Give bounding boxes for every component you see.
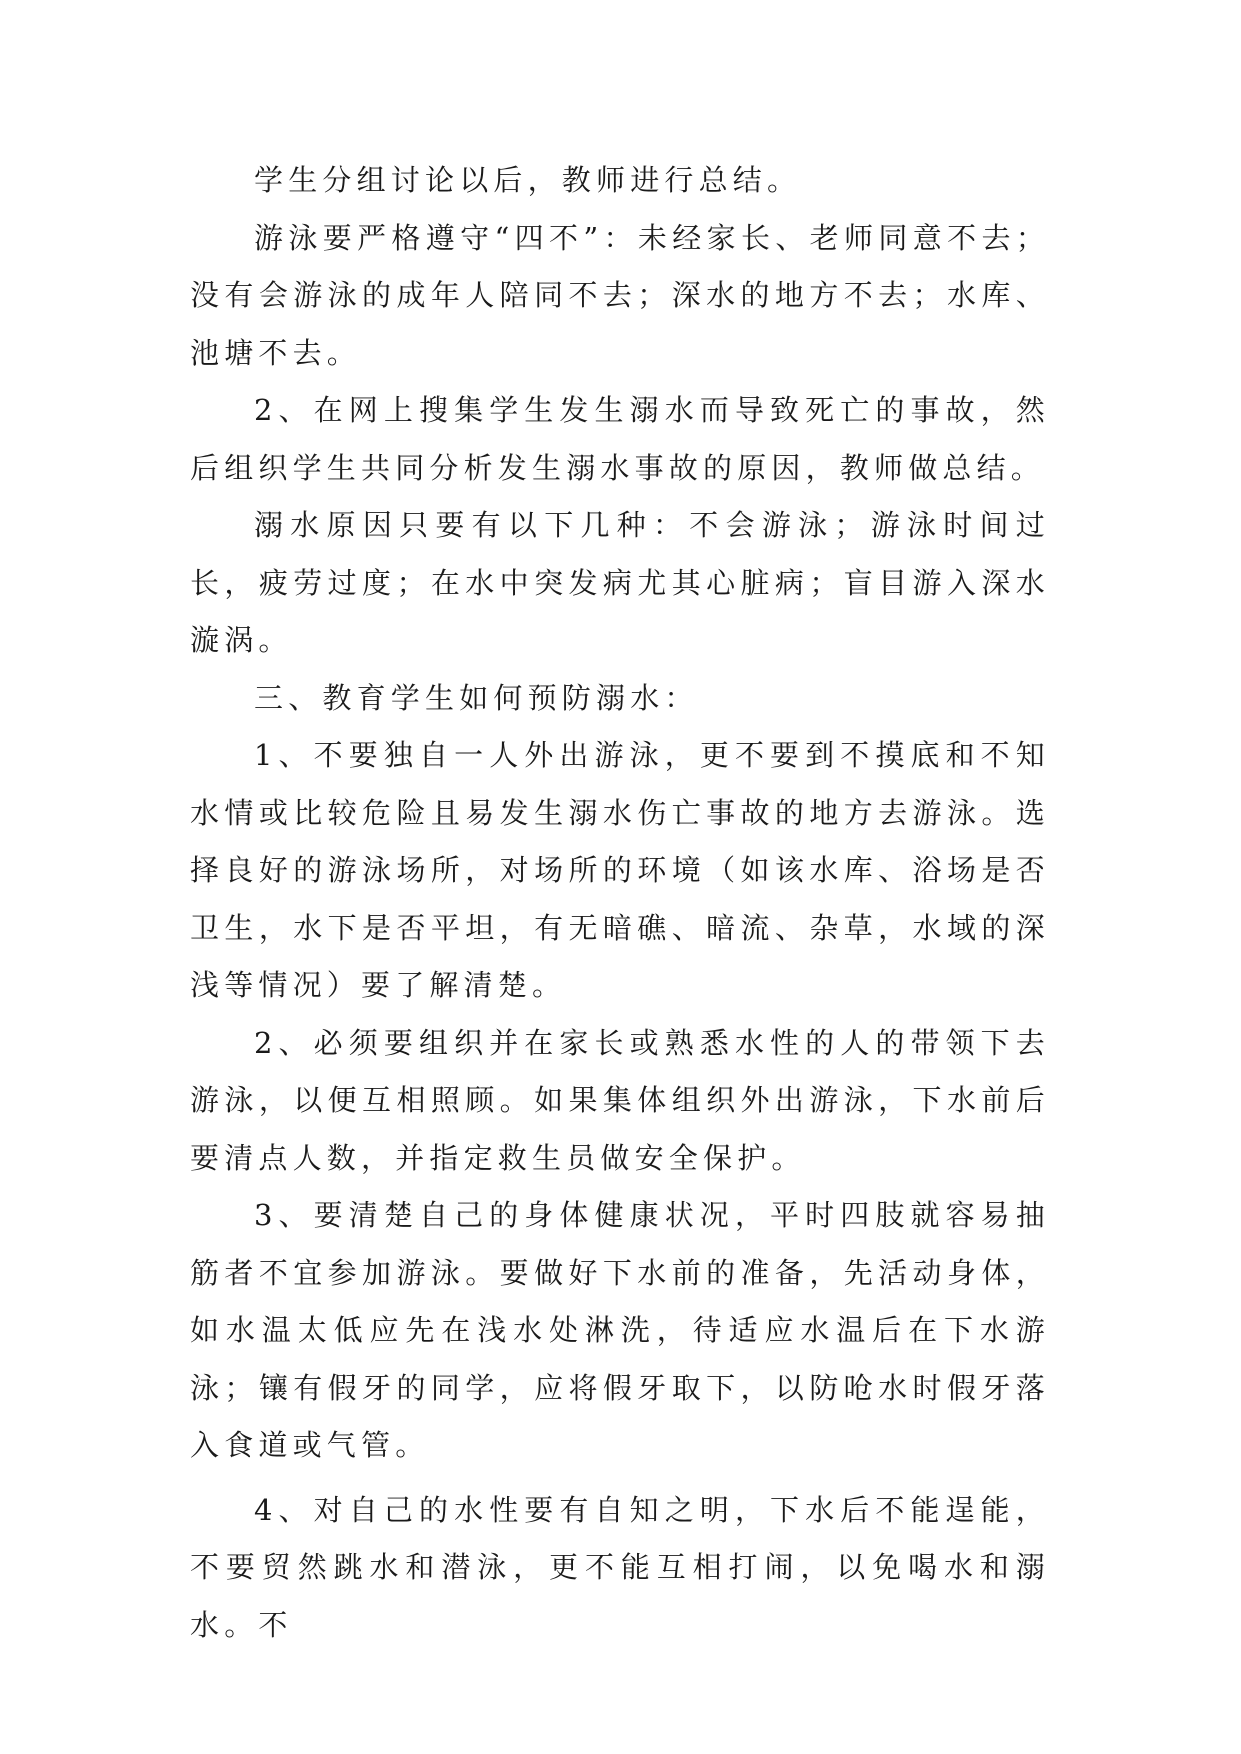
paragraph-drowning-causes: 溺水原因只要有以下几种：不会游泳；游泳时间过长，疲劳过度；在水中突发病尤其心脏病；盲目游入深水漩涡。 xyxy=(190,508,1050,657)
paragraph-prevention-item-1: 1、不要独自一人外出游泳，更不要到不摸底和不知水情或比较危险且易发生溺水伤亡事故的地方去游泳。选择良好的游泳场所，对场所的环境（如该水库、浴场是否卫生，水下是否平坦，有无暗礁、暗流、杂草，水域的深浅等情况）要了解清楚。 xyxy=(190,738,1050,1002)
paragraph-group-discussion-summary: 学生分组讨论以后，教师进行总结。 xyxy=(254,163,802,197)
paragraph-prevention-item-4: 4、对自己的水性要有自知之明，下水后不能逞能，不要贸然跳水和潜泳，更不能互相打闹，以免喝水和溺水。不 xyxy=(190,1492,1050,1642)
paragraph-accident-analysis: 2、在网上搜集学生发生溺水而导致死亡的事故，然后组织学生共同分析发生溺水事故的原因，教师做总结。 xyxy=(190,393,1050,485)
paragraph-prevention-item-3: 3、要清楚自己的身体健康状况，平时四肢就容易抽筋者不宜参加游泳。要做好下水前的准备，先活动身体，如水温太低应先在浅水处淋洗，待适应水温后在下水游泳；镶有假牙的同学，应将假牙取下，以防呛水时假牙落入食道或气管。 xyxy=(190,1198,1050,1462)
section-heading-prevention: 三、教育学生如何预防溺水： xyxy=(254,680,699,715)
paragraph-four-rules: 游泳要严格遵守“四不”：未经家长、老师同意不去；没有会游泳的成年人陪同不去；深水的地方不去；水库、池塘不去。 xyxy=(190,220,1050,370)
paragraph-prevention-item-2: 2、必须要组织并在家长或熟悉水性的人的带领下去游泳，以便互相照顾。如果集体组织外出游泳，下水前后要清点人数，并指定救生员做安全保护。 xyxy=(190,1025,1050,1175)
document-body xyxy=(190,152,1050,1654)
